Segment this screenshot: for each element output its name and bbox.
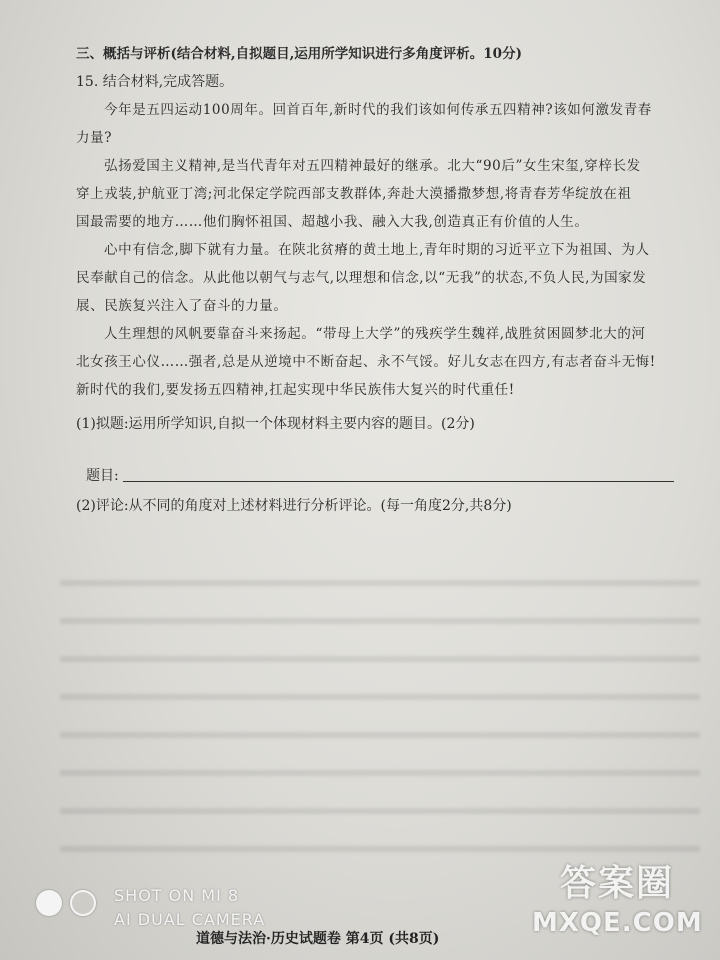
filled-circle-icon [36,890,62,916]
paragraph-line: 国最需要的地方……他们胸怀祖国、超越小我、融入大我,创造真正有价值的人生。 [76,214,589,230]
paragraph-line: 力量? [76,130,113,146]
camera-watermark-line1: SHOT ON MI 8 [114,886,240,905]
section-heading: 三、概括与评析(结合材料,自拟题目,运用所学知识进行多角度评析。10分) [76,46,522,62]
paragraph-line: 穿上戎装,护航亚丁湾;河北保定学院西部支教群体,奔赴大漠播撒梦想,将青春芳华绽放在祖 [76,186,632,202]
paragraph-line: 民奉献自己的信念。从此他以朝气与志气,以理想和信念,以“无我”的状态,不负人民,为国家发 [76,270,647,286]
exam-content [76,40,686,520]
site-watermark-cn: 答案圈 [559,863,674,904]
material-paragraph-2 [76,152,686,236]
paragraph-line: 新时代的我们,要发扬五四精神,扛起实现中华民族伟大复兴的时代重任! [76,382,515,398]
paragraph-line: 人生理想的风帆要靠奋斗来扬起。“带母上大学”的残疾学生魏祥,战胜贫困圆梦北大的河 [104,326,646,342]
camera-logo [36,890,96,916]
paragraph-line: 弘扬爱国主义精神,是当代青年对五四精神最好的继承。北大“90后”女生宋玺,穿梓长发 [104,158,641,174]
material-paragraph-3 [76,236,686,320]
title-answer-line[interactable] [123,481,674,482]
paragraph-line: 北女孩王心仪……强者,总是从逆境中不断奋起、永不气馁。好儿女志在四方,有志者奋斗无悔! [76,354,656,370]
camera-watermark [36,886,266,929]
sub-question-2: (2)评论:从不同的角度对上述材料进行分析评论。(每一角度2分,共8分) [76,498,512,514]
hollow-circle-icon [70,890,96,916]
paragraph-line: 心中有信念,脚下就有力量。在陕北贫瘠的黄土地上,青年时期的习近平立下为祖国、为人 [104,242,650,258]
paragraph-line: 今年是五四运动100周年。回首百年,新时代的我们该如何传承五四精神?该如何激发青春 [104,102,652,118]
title-answer-row[interactable] [86,458,686,486]
site-watermark-en: MXQE.COM [532,908,703,938]
camera-watermark-line2: AI DUAL CAMERA [114,910,266,929]
site-watermark [532,862,702,954]
material-paragraph-4 [76,320,686,404]
title-answer-label: 题目: [86,468,119,484]
bleed-through-text [60,560,700,860]
material-paragraph-1 [76,96,686,152]
question-number: 15. 结合材料,完成答题。 [76,74,234,90]
page-footer: 道德与法治·历史试题卷 第4页 (共8页) [196,931,440,947]
paragraph-line: 展、民族复兴注入了奋斗的力量。 [76,298,288,314]
sub-question-1: (1)拟题:运用所学知识,自拟一个体现材料主要内容的题目。(2分) [76,416,475,432]
